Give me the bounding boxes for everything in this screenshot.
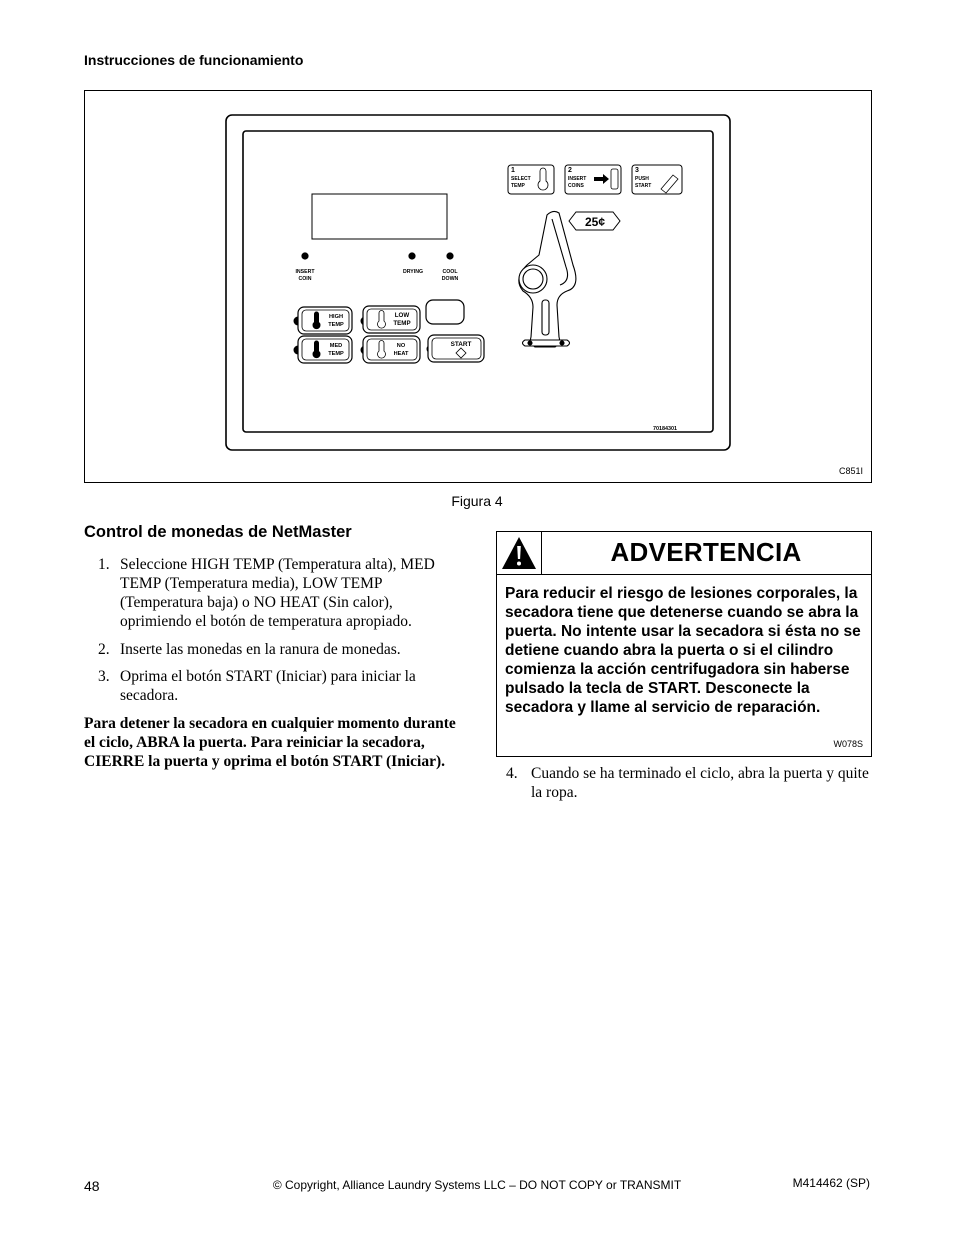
stop-note: Para detener la secadora en cualquier momento durante el ciclo, ABRA la puerta. Para reiniciar la secadora, CIERRE la puerta y oprima el botón START (Iniciar). <box>84 715 456 770</box>
svg-text:START: START <box>635 183 652 189</box>
figure-caption: Figura 4 <box>451 493 503 509</box>
copyright-notice: © Copyright, Alliance Laundry Systems LLC – DO NOT COPY or TRANSMIT <box>272 1178 682 1192</box>
drying-label: DRYING <box>403 269 423 275</box>
control-panel-illustration <box>85 91 871 482</box>
list-item <box>98 640 464 662</box>
figure-4-frame <box>84 90 872 483</box>
svg-text:INSERT: INSERT <box>568 176 587 182</box>
warning-body: Para reducir el riesgo de lesiones corporales, la secadora tiene que detenerse cuando se abra la puerta. No intente usar la secadora si ésta no se detiene cuando abra la puerta o si el cilindro comienza la acción centrifugadora sin haberse pulsado la tecla de START. Desconecte la secadora y llame al servicio de reparación. <box>505 585 861 716</box>
cool-down-label-1: COOL <box>442 269 458 275</box>
warning-box <box>496 531 872 757</box>
high-temp-button <box>294 307 353 334</box>
svg-text:LOW: LOW <box>394 312 410 319</box>
insert-coin-led <box>301 252 308 259</box>
svg-text:25¢: 25¢ <box>584 215 606 229</box>
svg-text:COINS: COINS <box>568 183 584 189</box>
med-temp-button <box>294 336 353 363</box>
svg-text:NO: NO <box>396 343 406 349</box>
svg-text:HEAT: HEAT <box>393 351 409 357</box>
insert-coin-label-2: COIN <box>298 276 312 282</box>
low-temp-button <box>361 306 421 333</box>
start-button <box>427 335 485 362</box>
warning-icon-cell <box>497 532 542 574</box>
list-item-number: 1. <box>98 556 110 573</box>
list-item-text: Inserte las monedas en la ranura de monedas. <box>120 641 401 658</box>
warning-header <box>497 532 871 575</box>
svg-text:TEMP: TEMP <box>328 351 344 357</box>
cool-down-led <box>446 252 453 259</box>
list-item-text: Seleccione HIGH TEMP (Temperatura alta), MED TEMP (Temperatura media), LOW TEMP (Temperatura baja) o NO HEAT (Sin calor), oprimiendo el botón de temperatura apropiado. <box>120 556 435 630</box>
list-item-text: Cuando se ha terminado el ciclo, abra la puerta y quite la ropa. <box>531 765 869 801</box>
svg-text:START: START <box>450 341 472 348</box>
step-3-label <box>632 165 682 194</box>
document-code: M414462 (SP) <box>792 1176 870 1190</box>
svg-text:TEMP: TEMP <box>328 322 344 328</box>
coin-slot-icon <box>611 169 618 189</box>
page-number: 48 <box>84 1178 100 1194</box>
part-number: 70184301 <box>653 426 677 432</box>
list-item <box>98 667 464 707</box>
no-heat-button <box>361 336 421 363</box>
section-heading: Control de monedas de NetMaster <box>84 523 352 541</box>
warning-title: ADVERTENCIA <box>610 537 802 567</box>
svg-text:HIGH: HIGH <box>329 314 343 320</box>
list-item <box>506 764 870 804</box>
warning-triangle-icon <box>497 532 541 574</box>
insert-coin-label-1: INSERT <box>295 269 315 275</box>
list-item-text: Oprima el botón START (Iniciar) para iniciar la secadora. <box>120 668 416 704</box>
step-2-label <box>565 165 621 194</box>
svg-text:TEMP: TEMP <box>511 183 525 189</box>
step-1-label <box>508 165 554 194</box>
coin-value-tag <box>569 212 620 230</box>
svg-text:PUSH: PUSH <box>635 176 649 182</box>
list-item-number: 3. <box>98 668 110 685</box>
svg-text:2: 2 <box>568 167 572 174</box>
svg-text:TEMP: TEMP <box>393 320 411 327</box>
list-item <box>98 555 464 635</box>
drying-led <box>408 252 415 259</box>
list-item-number: 4. <box>506 765 518 782</box>
svg-text:SELECT: SELECT <box>511 176 531 182</box>
page-header-title: Instrucciones de funcionamiento <box>84 52 304 68</box>
blank-button <box>426 300 464 324</box>
warning-code: W078S <box>833 739 863 749</box>
display-window <box>312 194 447 239</box>
cool-down-label-2: DOWN <box>441 276 459 282</box>
svg-text:1: 1 <box>511 167 515 174</box>
svg-text:3: 3 <box>635 167 639 174</box>
list-item-number: 2. <box>98 641 110 658</box>
svg-text:MED: MED <box>329 343 343 349</box>
figure-code: C851I <box>838 466 863 476</box>
